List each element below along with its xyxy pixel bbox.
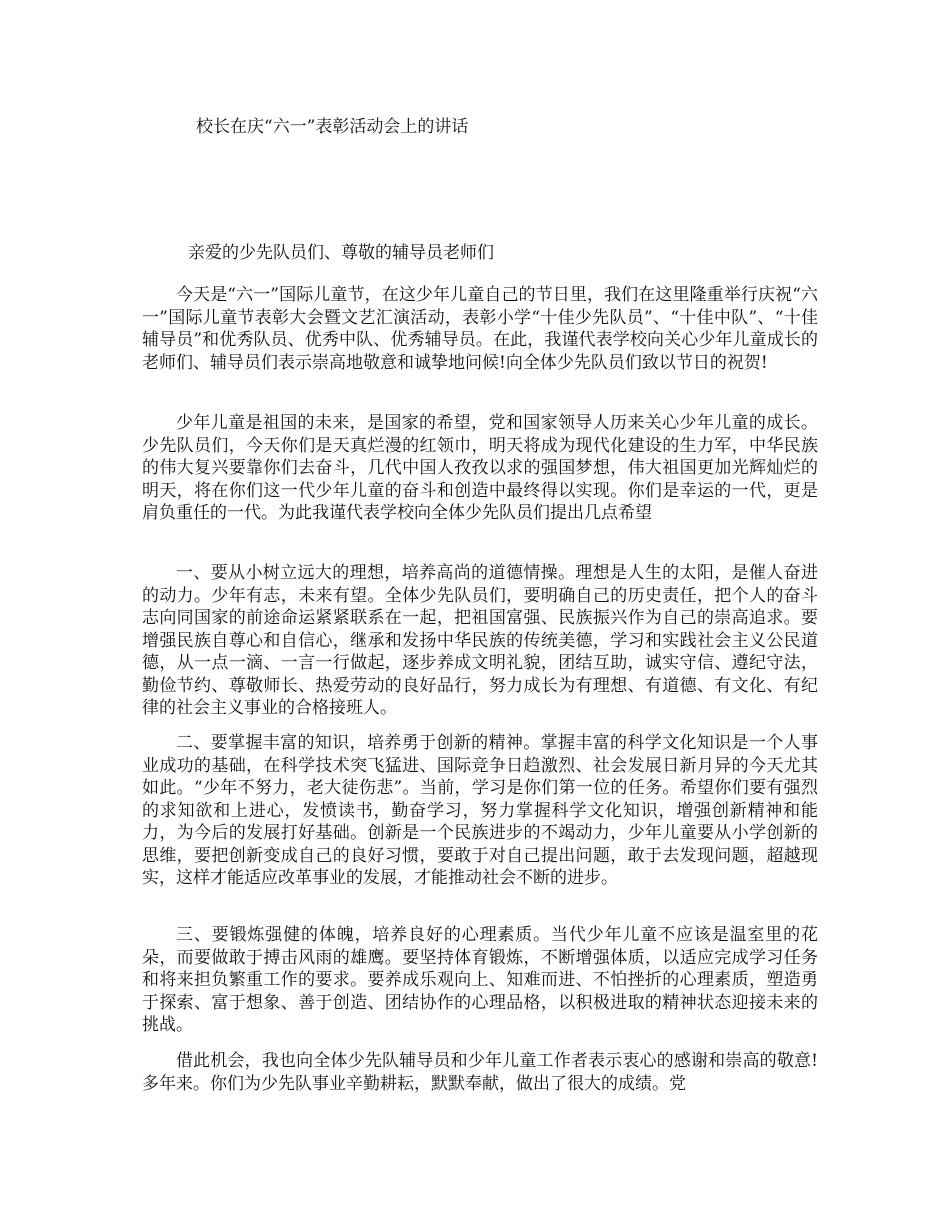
paragraph: 借此机会，我也向全体少先队辅导员和少年儿童工作者表示衷心的感谢和崇高的敬意!多年来。你们为少先队事业辛勤耕耘，默默奉献，做出了很大的成绩。党 [142,1051,818,1094]
document-title: 校长在庆“六一”表彰活动会上的讲话 [196,117,469,137]
paragraph: 今天是“六一”国际儿童节，在这少年儿童自己的节日里，我们在这里隆重举行庆祝“六一”国际儿童节表彰大会暨文艺汇演活动，表彰小学“十佳少先队员”、“十佳中队”、“十佳辅导员”和优秀队员、优秀中队、优秀辅导员。在此，我谨代表学校向关心少年儿童成长的老师们、辅导员们表示崇高地敬意和诚挚地问候!向全体少先队员们致以节日的祝贺! [142,285,818,373]
paragraph: 少年儿童是祖国的未来，是国家的希望，党和国家领导人历来关心少年儿童的成长。少先队员们，今天你们是天真烂漫的红领巾，明天将成为现代化建设的生力军，中华民族的伟大复兴要靠你们去奋斗，几代中国人孜孜以求的强国梦想，伟大祖国更加光辉灿烂的明天，将在你们这一代少年儿童的奋斗和创造中最终得以实现。你们是幸运的一代，更是肩负重任的一代。为此我谨代表学校向全体少先队员们提出几点希望 [142,413,818,523]
paragraph: 二、要掌握丰富的知识，培养勇于创新的精神。掌握丰富的科学文化知识是一个人事业成功的基础，在科学技术突飞猛进、国际竞争日趋激烈、社会发展日新月异的今天尤其如此。“少年不努力，老大徒伤悲”。当前，学习是你们第一位的任务。希望你们要有强烈的求知欲和上进心，发愤读书，勤奋学习，努力掌握科学文化知识，增强创新精神和能力，为今后的发展打好基础。创新是一个民族进步的不竭动力，少年儿童要从小学创新的思维，要把创新变成自己的良好习惯，要敢于对自己提出问题，敢于去发现问题，超越现实，这样才能适应改革事业的发展，才能推动社会不断的进步。 [142,733,818,888]
salutation: 亲爱的少先队员们、尊敬的辅导员老师们 [188,243,494,263]
paragraph: 一、要从小树立远大的理想，培养高尚的道德情操。理想是人生的太阳，是催人奋进的动力。少年有志，未来有望。全体少先队员们，要明确自己的历史责任，把个人的奋斗志向同国家的前途命运紧紧联系在一起，把祖国富强、民族振兴作为自己的崇高追求。要增强民族自尊心和自信心，继承和发扬中华民族的传统美德，学习和实践社会主义公民道德，从一点一滴、一言一行做起，逐步养成文明礼貌，团结互助，诚实守信、遵纪守法，勤俭节约、尊敬师长、热爱劳动的良好品行，努力成长为有理想、有道德、有文化、有纪律的社会主义事业的合格接班人。 [142,563,818,718]
paragraph: 三、要锻炼强健的体魄，培养良好的心理素质。当代少年儿童不应该是温室里的花朵，而要做敢于搏击风雨的雄鹰。要坚持体育锻炼，不断增强体质，以适应完成学习任务和将来担负繁重工作的要求。要养成乐观向上、知难而进、不怕挫折的心理素质，塑造勇于探索、富于想象、善于创造、团结协作的心理品格，以积极进取的精神状态迎接未来的挑战。 [142,925,818,1035]
